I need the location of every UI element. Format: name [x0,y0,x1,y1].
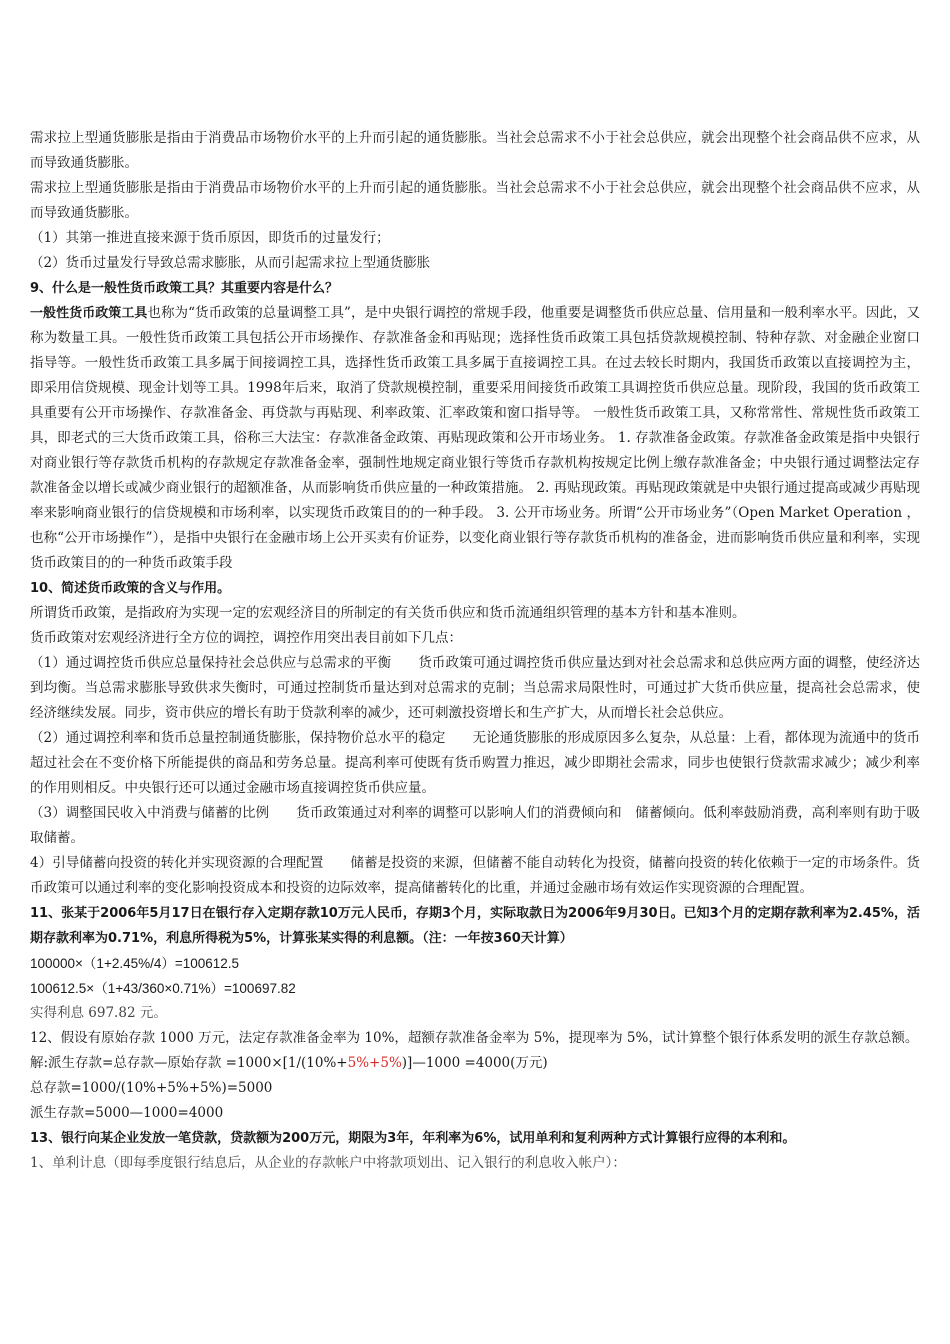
question-heading-9: 9、什么是一般性货币政策工具？其重要内容是什么？ [30,281,339,296]
question-heading-10: 10、简述货币政策的含义与作用。 [30,581,231,596]
formula-line: 100000×（1+2.45%/4）=100612.5 [30,956,240,971]
paragraph: 所谓货币政策，是指政府为实现一定的宏观经济目的所制定的有关货币供应和货币流通组织管理的基本方针和基本准则。 [30,605,746,621]
bold-term: 一般性货币政策工具 [30,306,148,321]
paragraph: （2）货币过量发行导致总需求膨胀，从而引起需求拉上型通货膨胀 [30,255,431,271]
paragraph: （1）通过调控货币供应总量保持社会总供应与总需求的平衡 货币政策可通过调控货币供应量达到对社会总需求和总供应两方面的调整，使经济达到均衡。当总需求膨胀导致供求失衡时，可通过控制货币量达到对总需求的克制；当总需求局限性时，可通过扩大货币供应量，提高社会总需求，使经济继续发展。同步，资市供应的增长有助于贷款利率的减少，还可刺激投资增长和生产扩大，从而增长社会总供应。 [30,655,920,721]
paragraph: 需求拉上型通货膨胀是指由于消费品市场物价水平的上升而引起的通货膨胀。当社会总需求不小于社会总供应，就会出现整个社会商品供不应求，从而导致通货膨胀。 [30,130,920,171]
formula-highlight: 5%+5% [347,1055,402,1071]
formula-line [30,1051,920,1076]
formula-line: 总存款=1000/(10%+5%+5%)=5000 [30,1080,273,1096]
paragraph: 需求拉上型通货膨胀是指由于消费品市场物价水平的上升而引起的通货膨胀。当社会总需求不小于社会总供应，就会出现整个社会商品供不应求，从而导致通货膨胀。 [30,180,920,221]
paragraph: 4）引导储蓄向投资的转化并实现资源的合理配置 储蓄是投资的来源，但储蓄不能自动转化为投资，储蓄向投资的转化依赖于一定的市场条件。货币政策可以通过利率的变化影响投资成本和投资的边际效率，提高储蓄转化的比重，并通过金融市场有效运作实现资源的合理配置。 [30,855,920,896]
result-line: 实得利息 697.82 元。 [30,1005,167,1021]
formula-part: 解:派生存款=总存款—原始存款 =1000×[1/(10%+ [30,1055,348,1071]
paragraph-body: 也称为“货币政策的总量调整工具”，是中央银行调控的常规手段，他重要是调整货币供应总量、信用量和一般利率水平。因此，又称为数量工具。一般性货币政策工具包括公开市场操作、存款准备金和再贴现；选择性货币政策工具包括贷款规模控制、特种存款、对金融企业窗口指导等。一般性货币政策工具多属于间接调控工具，选择性货币政策工具多属于直接调控工具。在过去较长时期内，我国货币政策以直接调控为主，即采用信贷规模、现金计划等工具。1998年后来，取消了贷款规模控制，重要采用间接货币政策工具调控货币供应总量。现阶段，我国的货币政策工具重要有公开市场操作、存款准备金、再贷款与再贴现、利率政策、汇率政策和窗口指导等。 一般性货币政策工具，又称常常性、常规性货币政策工具，即老式的三大货币政策工具，俗称三大法宝：存款准备金政策、再贴现政策和公开市场业务。 1. 存款准备金政策。存款准备金政策是指中央银行对商业银行等存款货币机构的存款规定存款准备金率，强制性地规定商业银行等货币存款机构按规定比例上缴存款准备金；中央银行通过调整法定存款准备金以增长或减少商业银行的超额准备，从而影响货币供应量的一种政策措施。 2. 再贴现政策。再贴现政策就是中央银行通过提高或减少再贴现率来影响商业银行的信贷规模和市场利率，以实现货币政策目的的一种手段。 3. 公开市场业务。所谓“公开市场业务”（Open Market Operation ，也称“公开市场操作”），是指中央银行在金融市场上公开买卖有价证券，以变化商业银行等存款货币机构的准备金，进而影响货币供应量和利率，实现货币政策目的的一种货币政策手段 [30,305,920,571]
paragraph [30,301,920,576]
document-page [30,126,920,1176]
question-heading-12: 12、假设有原始存款 1000 万元，法定存款准备金率为 10%，超额存款准备金率为 5%，提现率为 5%，试计算整个银行体系发明的派生存款总额。 [30,1030,919,1046]
paragraph: （3）调整国民收入中消费与储蓄的比例 货币政策通过对利率的调整可以影响人们的消费倾向和 储蓄倾向。低利率鼓励消费，高利率则有助于吸取储蓄。 [30,805,920,846]
paragraph: 1、单利计息（即每季度银行结息后，从企业的存款帐户中将款项划出、记入银行的利息收入帐户）： [30,1155,626,1171]
formula-line: 派生存款=5000—1000=4000 [30,1105,224,1121]
paragraph: （2）通过调控利率和货币总量控制通货膨胀，保持物价总水平的稳定 无论通货膨胀的形成原因多么复杂，从总量：上看，都体现为流通中的货币超过社会在不变价格下所能提供的商品和劳务总量。提高利率可使既有货币购置力推迟，减少即期社会需求，同步也使银行贷款需求减少；减少利率的作用则相反。中央银行还可以通过金融市场直接调控货币供应量。 [30,730,920,796]
paragraph: （1）其第一推进直接来源于货币原因，即货币的过量发行； [30,230,390,246]
formula-line: 100612.5×（1+43/360×0.71%）=100697.82 [30,981,296,996]
paragraph: 货币政策对宏观经济进行全方位的调控，调控作用突出表目前如下几点： [30,630,462,646]
question-heading-11: 11、张某于2006年5月17日在银行存入定期存款10万元人民币，存期3个月，实际取款日为2006年9月30日。已知3个月的定期存款利率为2.45%，活期存款利率为0.71%，利息所得税为5%，计算张某实得的利息额。（注：一年按360天计算） [30,906,920,946]
formula-part: )]—1000 =4000(万元) [401,1055,548,1071]
question-heading-13: 13、银行向某企业发放一笔贷款，贷款额为200万元，期限为3年，年利率为6%，试用单利和复利两种方式计算银行应得的本利和。 [30,1131,796,1146]
